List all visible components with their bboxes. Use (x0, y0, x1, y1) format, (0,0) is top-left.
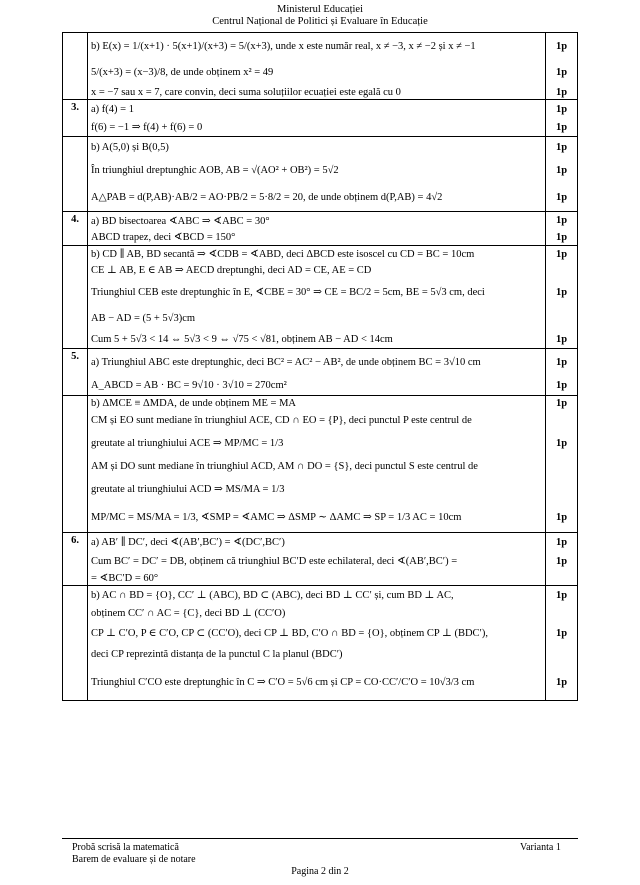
page-header (0, 4, 640, 28)
solution-line: b) AC ∩ BD = {O}, CC′ ⊥ (ABC), BD ⊂ (ABC), deci BD ⊥ CC′ și, cum BD ⊥ AC, (91, 590, 454, 601)
solution-line: Triunghiul C′CO este dreptunghic în C ⇒ C′O = 5√6 cm și CP = CO·CC′/C′O = 10√3/3 cm (91, 677, 475, 688)
solution-cell (88, 33, 546, 100)
header-center: Centrul Național de Politici și Evaluare în Educație (212, 16, 428, 27)
table-row (63, 33, 578, 100)
points-value: 1p (555, 536, 568, 548)
solution-line: greutate al triunghiului ACD ⇒ MS/MA = 1/3 (91, 484, 285, 495)
points-value: 1p (555, 141, 568, 153)
footer-subject: Probă scrisă la matematică (72, 842, 179, 853)
solution-line: b) E(x) = 1/(x+1) · 5(x+1)/(x+3) = 5/(x+3), unde x este număr real, x ≠ −3, x ≠ −2 și x ≠ −1 (91, 40, 476, 52)
points-value: 1p (555, 356, 568, 368)
points-value: 1p (555, 164, 568, 176)
solution-line: Cum 5 + 5√3 < 14 ⇔ 5√3 < 9 ⇔ √75 < √81, obținem AB − AD < 14cm (91, 333, 393, 345)
table-row (63, 396, 578, 533)
solution-line: b) A(5,0) și B(0,5) (91, 141, 169, 153)
problem-number: 5. (63, 349, 88, 396)
points-value (546, 571, 577, 585)
solution-line: a) BD bisectoarea ∢ABC ⇒ ∢ABC = 30° (91, 215, 270, 227)
problem-number (63, 586, 88, 701)
solution-line: A△PAB = d(P,AB)·AB/2 = AO·PB/2 = 5·8/2 = 20, de unde obținem d(P,AB) = 4√2 (91, 192, 443, 203)
points-value: 1p (555, 589, 568, 601)
solution-cell (88, 586, 546, 701)
solution-line: b) ΔMCE ≡ ΔMDA, de unde obținem ME = MA (91, 397, 297, 409)
solution-line: Triunghiul CEB este dreptunghic în E, ∢CBE = 30° ⇒ CE = BC/2 = 5cm, BE = 5√3 cm, deci (91, 287, 485, 298)
solution-line: CP ⊥ C′O, P ∈ C′O, CP ⊂ (CC′O), deci CP ⊥ BD, C′O ∩ BD = {O}, obținem CP ⊥ (BDC′), (91, 628, 488, 639)
points-value: 1p (555, 248, 568, 260)
points-cell (546, 212, 578, 246)
points-cell (546, 246, 578, 349)
points-cell (546, 396, 578, 533)
solution-line: CE ⊥ AB, E ∈ AB ⇒ AECD dreptunghi, deci AD = CE, AE = CD (91, 265, 372, 276)
points-value: 1p (555, 66, 568, 78)
points-cell (546, 137, 578, 212)
points-value: 1p (555, 121, 568, 133)
table-row (63, 349, 578, 396)
points-value: 1p (555, 286, 568, 298)
table-row (63, 246, 578, 349)
footer-left (72, 842, 196, 866)
problem-number: 6. (63, 533, 88, 586)
solution-line: deci CP reprezintă distanța de la punctul C la planul (BDC′) (91, 648, 343, 660)
points-cell (546, 33, 578, 100)
solution-line: obținem CC′ ∩ AC = {C}, deci BD ⊥ (CC′O) (91, 608, 286, 619)
solution-line: a) AB′ ∥ DC′, deci ∢(AB′,BC′) = ∢(DC′,BC′) (91, 537, 285, 548)
solution-line: MP/MC = MS/MA = 1/3, ∢SMP = ∢AMC ⇒ ΔSMP ∼ ΔAMC ⇒ SP = 1/3 AC = 10cm (91, 512, 462, 523)
problem-number (63, 33, 88, 100)
problem-number: 3. (63, 100, 88, 137)
points-value: 1p (555, 627, 568, 639)
header-ministry: Ministerul Educației (276, 4, 364, 15)
points-value: 1p (555, 333, 568, 345)
points-value: 1p (555, 511, 568, 523)
points-value: 1p (555, 215, 568, 226)
points-value: 1p (555, 397, 568, 409)
points-value: 1p (555, 555, 568, 567)
solution-line: CM și EO sunt mediane în triunghiul ACE, CD ∩ EO = {P}, deci punctul P este centrul de (91, 414, 472, 426)
table-row (63, 137, 578, 212)
solution-cell (88, 396, 546, 533)
points-cell (546, 586, 578, 701)
points-value: 1p (555, 231, 568, 243)
problem-number (63, 137, 88, 212)
table-row (63, 212, 578, 246)
points-cell (546, 100, 578, 137)
solution-line: = ∢BC′D = 60° (91, 573, 159, 584)
points-value (546, 644, 577, 664)
points-value: 1p (555, 40, 568, 52)
points-value: 1p (555, 437, 568, 449)
table-row (63, 100, 578, 137)
solution-line: greutate al triunghiului ACE ⇒ MP/MC = 1/3 (91, 438, 284, 449)
solution-line: x = −7 sau x = 7, care convin, deci suma soluțiilor ecuației este egală cu 0 (91, 86, 401, 98)
solution-line: A_ABCD = AB · BC = 9√10 · 3√10 = 270cm² (91, 379, 287, 391)
footer-variant: Varianta 1 (520, 842, 561, 853)
points-value (546, 306, 577, 330)
footer-rule (62, 838, 578, 839)
table-row (63, 533, 578, 586)
points-value: 1p (555, 191, 568, 203)
solution-line: Cum BC′ = DC′ = DB, obținem că triunghiul BC′D este echilateral, deci ∢(AB′,BC′) = (91, 556, 458, 567)
footer-doc-type: Barem de evaluare și de notare (72, 854, 196, 865)
problem-number (63, 396, 88, 533)
solution-line: ABCD trapez, deci ∢BCD = 150° (91, 232, 236, 243)
points-value (546, 410, 577, 430)
solution-cell (88, 533, 546, 586)
solution-cell (88, 137, 546, 212)
points-cell (546, 533, 578, 586)
points-value (546, 476, 577, 502)
solution-cell (88, 246, 546, 349)
points-cell (546, 349, 578, 396)
solution-line: a) Triunghiul ABC este dreptunghic, deci BC² = AC² − AB², de unde obținem BC = 3√10 cm (91, 356, 481, 368)
solution-cell (88, 212, 546, 246)
solution-line: AB − AD = (5 + 5√3)cm (91, 312, 196, 324)
solution-cell (88, 100, 546, 137)
solution-line: b) CD ∥ AB, BD secantă ⇒ ∢CDB = ∢ABD, deci ΔBCD este isoscel cu CD = BC = 10cm (91, 249, 475, 260)
points-value: 1p (555, 379, 568, 391)
solution-line: 5/(x+3) = (x−3)/8, de unde obținem x² = 49 (91, 66, 274, 78)
points-value (546, 456, 577, 476)
problem-number: 4. (63, 212, 88, 246)
points-value (546, 604, 577, 622)
table-row (63, 586, 578, 701)
problem-number (63, 246, 88, 349)
solution-line: AM și DO sunt mediane în triunghiul ACD, AM ∩ DO = {S}, deci punctul S este centrul de (91, 460, 478, 472)
page-number: Pagina 2 din 2 (291, 866, 349, 877)
points-value (546, 262, 577, 278)
points-value: 1p (555, 676, 568, 688)
solution-cell (88, 349, 546, 396)
points-value: 1p (555, 103, 568, 115)
solution-line: În triunghiul dreptunghic AOB, AB = √(AO² + OB²) = 5√2 (91, 164, 339, 176)
grading-table (62, 32, 578, 701)
solution-line: a) f(4) = 1 (91, 103, 134, 115)
points-value: 1p (555, 86, 568, 98)
solution-line: f(6) = −1 ⇒ f(4) + f(6) = 0 (91, 122, 203, 133)
